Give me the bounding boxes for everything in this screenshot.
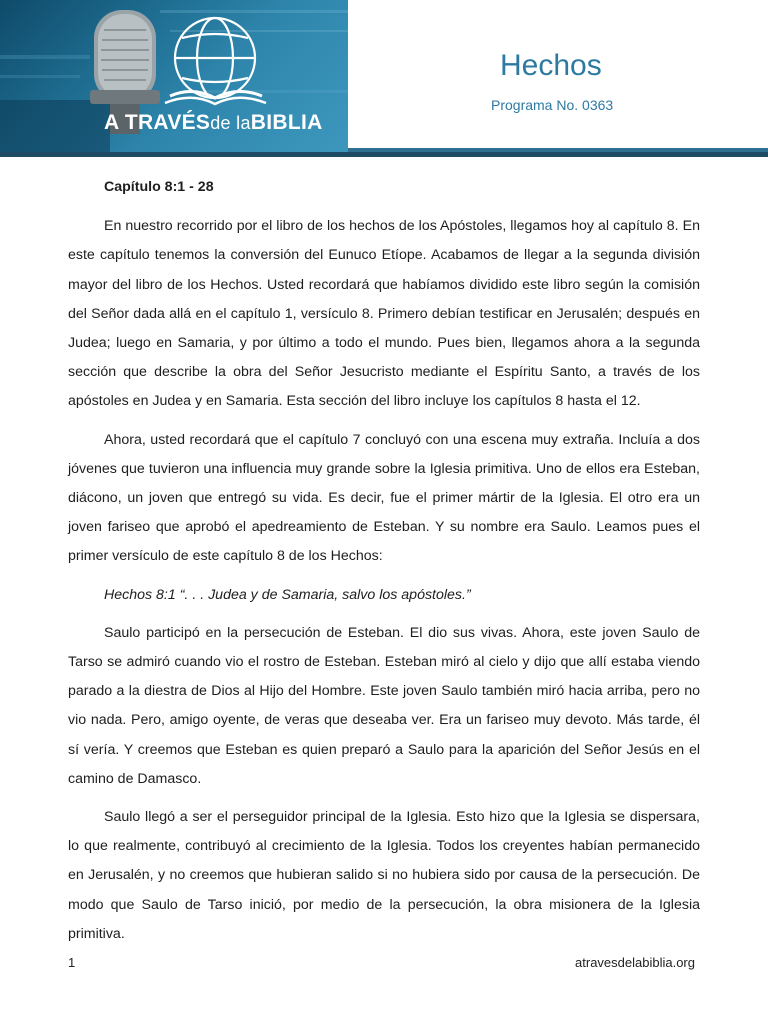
paragraph: Ahora, usted recordará que el capítulo 7 concluyó con una escena muy extraña. Incluía a dos jóvenes que tuvieron una influencia muy grande sobre la Iglesia primitiva. Uno de ellos era Esteban, diácono, un joven que entregó su vida. Es decir, fue el primer mártir de la Iglesia. El otro era un joven fariseo que aprobó el apedreamiento de Esteban. Y su nombre era Saulo. Leamos pues el primer versículo de este capítulo 8 de los Hechos:	[68, 431, 700, 565]
program-number: Programa No. 0363	[491, 97, 614, 113]
document-title: Hechos	[500, 49, 602, 82]
brand-logo-text	[104, 111, 323, 135]
paragraph: Saulo llegó a ser el perseguidor principal de la Iglesia. Esto hizo que la Iglesia se dispersara, lo que realmente, contribuyó al crecimiento de la Iglesia. Todos los creyentes habían permanecido en Jerusalén, y no creemos que hubieran salido si no hubiera sido por causa de la persecución. De modo que Saulo de Tarso inició, por medio de la persecución, la obra misionera de la Iglesia primitiva.	[68, 809, 700, 942]
logo-word-de-la: de la	[210, 113, 251, 133]
logo-word-a-traves: A TRAVÉS	[104, 111, 211, 134]
website-link[interactable]: atravesdelabiblia.org	[575, 955, 695, 970]
paragraph: En nuestro recorrido por el libro de los hechos de los Apóstoles, llegamos hoy al capítulo 8. En este capítulo tenemos la conversión del Eunuco Etíope. Acabamos de llegar a la segunda división mayor del libro de los Hechos. Usted recordará que habíamos dividido este libro según la comisión del Señor dada allá en el capítulo 1, versículo 8. Primero debían testificar en Jerusalén; después en Judea; luego en Samaria, y por último a todo el mundo. Pues bien, llegamos ahora a la segunda sección que describe la obra del Señor Jesucristo mediante el Espíritu Santo, a través de los apóstoles en Judea y en Samaria. Esta sección del libro incluye los capítulos 8 hasta el 12.	[68, 218, 700, 410]
page-number: 1	[68, 955, 76, 970]
logo-word-biblia: BIBLIA	[250, 111, 323, 134]
document-body	[68, 173, 700, 958]
chapter-heading: Capítulo 8:1 - 28	[104, 179, 214, 195]
paragraph: Saulo participó en la persecución de Esteban. El dio sus vivas. Ahora, este joven Saulo de Tarso se admiró cuando vio el rostro de Esteban. Esteban miró al cielo y dijo que allí estaba viendo parado a la diestra de Dios al Hijo del Hombre. Este joven Saulo también miró hacia arriba, pero no vio nada. Pero, amigo oyente, de veras que deseaba ver. Era un fariseo muy devoto. Más tarde, él sí vería. Y creemos que Esteban es quien preparó a Saulo para la aparición del Señor Jesús en el camino de Damasco.	[68, 624, 700, 787]
header-banner	[0, 0, 348, 152]
scripture-quote: Hechos 8:1 “. . . Judea y de Samaria, salvo los apóstoles.”	[104, 586, 471, 603]
header-rule	[0, 152, 768, 157]
